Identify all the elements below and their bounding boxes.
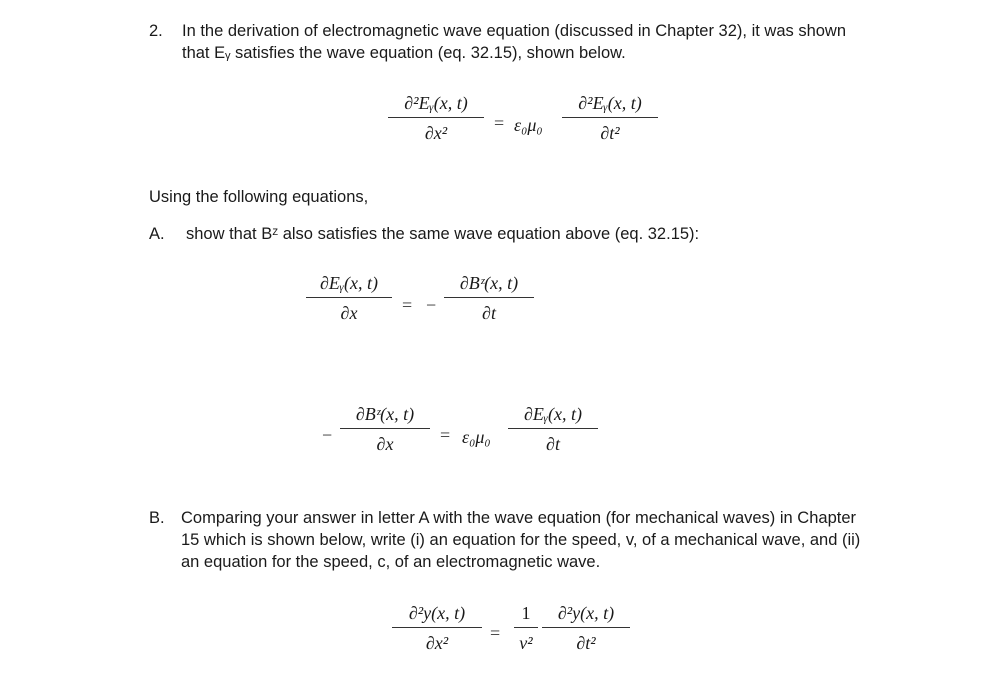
eq1-lhs-denominator: ∂x² bbox=[424, 123, 448, 143]
eq3-equals-sign: = bbox=[440, 425, 451, 445]
part-b-line-1: Comparing your answer in letter A with the wave equation (for mechanical waves) in Chapter bbox=[181, 509, 857, 527]
eq1-lhs-numerator: ∂²Eᵧ(x, t) bbox=[404, 93, 468, 113]
eq2-rhs-fraction-bar bbox=[444, 297, 534, 298]
intro-text: Using the following equations, bbox=[149, 188, 369, 206]
eq2-lhs-fraction-bar bbox=[306, 297, 392, 298]
eq3-lhs-numerator: ∂Bᶻ(x, t) bbox=[355, 404, 415, 424]
eq4-equals-sign: = bbox=[490, 623, 501, 643]
eq4-coef-numerator: 1 bbox=[521, 603, 531, 623]
eq2-rhs-denominator: ∂t bbox=[482, 303, 496, 323]
part-b-line-2: 15 which is shown below, write (i) an equation for the speed, v, of a mechanical wave, and (ii) bbox=[181, 531, 861, 549]
eq4-lhs-fraction bbox=[392, 602, 482, 654]
eq2-lhs-fraction bbox=[306, 272, 392, 324]
eq4-coef-fraction bbox=[514, 602, 538, 654]
problem-line-2: that Eᵧ satisfies the wave equation (eq. 32.15), shown below. bbox=[182, 44, 626, 62]
eq4-coef-fraction-bar bbox=[514, 627, 538, 628]
eq1-lhs-fraction-bar bbox=[388, 117, 484, 118]
eq3-coefficient: ε₀μ₀ bbox=[462, 427, 491, 447]
part-a-text: show that Bᶻ also satisfies the same wave equation above (eq. 32.15): bbox=[186, 225, 700, 243]
eq4-lhs-denominator: ∂x² bbox=[425, 633, 449, 653]
eq3-lhs-fraction bbox=[340, 403, 430, 455]
problem-line-1: In the derivation of electromagnetic wave equation (discussed in Chapter 32), it was shown bbox=[182, 22, 847, 40]
eq2-equals-sign: = bbox=[402, 295, 413, 315]
eq4-rhs-fraction bbox=[542, 602, 630, 654]
eq3-rhs-numerator: ∂Eᵧ(x, t) bbox=[523, 404, 583, 424]
eq4-rhs-numerator: ∂²y(x, t) bbox=[557, 603, 615, 623]
eq4-lhs-fraction-bar bbox=[392, 627, 482, 628]
part-b-line-3: an equation for the speed, c, of an electromagnetic wave. bbox=[181, 553, 601, 571]
eq1-coefficient: ε₀μ₀ bbox=[514, 115, 543, 135]
part-b-label: B. bbox=[149, 509, 165, 527]
eq1-rhs-numerator: ∂²Eᵧ(x, t) bbox=[578, 93, 642, 113]
eq2-lhs-denominator: ∂x bbox=[340, 303, 358, 323]
eq1-lhs-fraction bbox=[388, 92, 484, 144]
eq3-rhs-denominator: ∂t bbox=[546, 434, 560, 454]
eq4-lhs-numerator: ∂²y(x, t) bbox=[408, 603, 466, 623]
eq3-rhs-fraction-bar bbox=[508, 428, 598, 429]
eq2-rhs-fraction bbox=[444, 272, 534, 324]
eq1-equals-sign: = bbox=[494, 113, 505, 133]
eq3-lhs-fraction-bar bbox=[340, 428, 430, 429]
eq4-rhs-denominator: ∂t² bbox=[576, 633, 596, 653]
eq1-rhs-fraction bbox=[562, 92, 658, 144]
problem-number: 2. bbox=[149, 22, 163, 40]
eq1-rhs-fraction-bar bbox=[562, 117, 658, 118]
part-a-label: A. bbox=[149, 225, 165, 243]
eq3-lhs-denominator: ∂x bbox=[376, 434, 394, 454]
eq1-rhs-denominator: ∂t² bbox=[600, 123, 620, 143]
eq4-rhs-fraction-bar bbox=[542, 627, 630, 628]
eq2-minus-sign: − bbox=[426, 295, 437, 315]
eq2-lhs-numerator: ∂Eᵧ(x, t) bbox=[319, 273, 379, 293]
eq4-coef-denominator: v² bbox=[519, 633, 533, 653]
eq3-minus-sign: − bbox=[322, 425, 333, 445]
eq3-rhs-fraction bbox=[508, 403, 598, 455]
eq2-rhs-numerator: ∂Bᶻ(x, t) bbox=[459, 273, 519, 293]
